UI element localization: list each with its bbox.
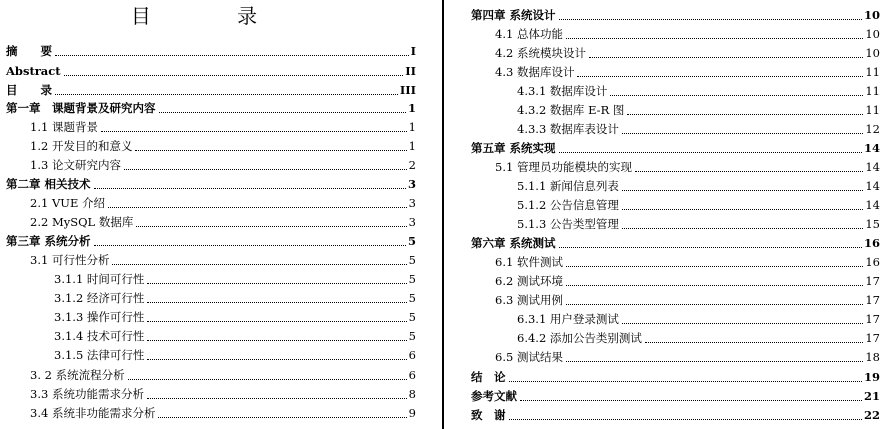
toc-entry-acknowledgements[interactable]	[471, 406, 880, 424]
toc-entry-page: 5	[407, 234, 416, 248]
leader-dots	[147, 282, 406, 284]
leader-dots	[589, 56, 863, 58]
toc-entry-label: 5.1 管理员功能模块的实现	[495, 160, 632, 174]
leader-dots	[577, 75, 863, 77]
leader-dots	[622, 208, 863, 210]
toc-entry-6-1[interactable]	[495, 253, 880, 271]
toc-entry-page: 3	[407, 177, 416, 191]
toc-entry-page: 5	[408, 329, 416, 343]
toc-entry-label: 4.2 系统模块设计	[495, 46, 586, 60]
leader-dots	[55, 54, 409, 56]
toc-entry-6-4-2[interactable]	[517, 329, 880, 347]
toc-entry-label: 1.2 开发目的和意义	[30, 139, 133, 153]
toc-entry-5-1-3[interactable]	[517, 215, 880, 233]
leader-dots	[627, 113, 863, 115]
toc-entry-5-1-1[interactable]	[517, 177, 880, 195]
toc-entry-conclusion[interactable]	[471, 368, 880, 386]
toc-entry-page: III	[399, 83, 416, 97]
toc-entry-label: 第四章 系统设计	[471, 8, 556, 22]
toc-entry-label: 第三章 系统分析	[6, 234, 91, 248]
toc-entry-label: 6.5 测试结果	[495, 350, 563, 364]
toc-entry-page: 10	[865, 46, 880, 60]
toc-entry-label: 2.2 MySQL 数据库	[30, 215, 134, 229]
toc-entry-label: 致 谢	[471, 408, 506, 422]
toc-entry-page: 5	[408, 272, 416, 286]
toc-entry-page: 3	[408, 196, 416, 210]
toc-entry-page: 6	[408, 348, 416, 362]
toc-entry-page: 17	[865, 312, 880, 326]
toc-entry-label: 4.3 数据库设计	[495, 65, 575, 79]
toc-entry-page: 5	[408, 310, 416, 324]
leader-dots	[124, 168, 407, 170]
toc-entry-page: 12	[865, 122, 880, 136]
toc-entry-page: 11	[865, 84, 880, 98]
toc-entry-page: 1	[408, 120, 416, 134]
toc-entry-4-3-3[interactable]	[517, 120, 880, 138]
toc-entry-label: 3.1 可行性分析	[30, 253, 110, 267]
leader-dots	[159, 111, 406, 113]
leader-dots	[622, 227, 863, 229]
toc-entry-1-1[interactable]	[30, 118, 416, 136]
toc-entry-page: 14	[865, 160, 880, 174]
toc-entry-chapter-6[interactable]	[471, 234, 880, 252]
leader-dots	[147, 358, 406, 360]
toc-entry-chapter-5[interactable]	[471, 139, 880, 157]
toc-entry-3-1-2[interactable]	[54, 289, 416, 307]
toc-entry-page: 2	[408, 158, 416, 172]
toc-entry-label: 1.1 课题背景	[30, 120, 98, 134]
toc-entry-page: 10	[865, 27, 880, 41]
toc-entry-page: 11	[865, 65, 880, 79]
toc-entry-3-1-4[interactable]	[54, 327, 416, 345]
toc-entry-label: 摘 要	[6, 44, 52, 58]
leader-dots	[509, 418, 862, 420]
toc-entry-4-3[interactable]	[495, 63, 880, 81]
toc-entry-page: 3	[408, 215, 416, 229]
leader-dots	[635, 170, 863, 172]
leader-dots	[566, 265, 863, 267]
toc-entry-page: 1	[407, 101, 416, 115]
toc-entry-label: 第二章 相关技术	[6, 177, 91, 191]
toc-entry-page: 17	[865, 293, 880, 307]
toc-entry-label: 6.3.1 用户登录测试	[517, 312, 619, 326]
leader-dots	[147, 320, 406, 322]
leader-dots	[610, 94, 863, 96]
toc-entry-3-1-5[interactable]	[54, 346, 416, 364]
leader-dots	[55, 93, 398, 95]
leader-dots	[559, 246, 862, 248]
toc-entry-label: 第六章 系统测试	[471, 236, 556, 250]
leader-dots	[622, 132, 863, 134]
leader-dots	[566, 360, 863, 362]
leader-dots	[622, 189, 863, 191]
leader-dots	[566, 37, 863, 39]
toc-entry-3-1[interactable]	[30, 251, 416, 269]
toc-entry-page: 10	[863, 8, 880, 22]
toc-entry-6-3-1[interactable]	[517, 310, 880, 328]
leader-dots	[94, 244, 406, 246]
toc-entry-label: 3. 2 系统流程分析	[30, 368, 125, 382]
leader-dots	[64, 74, 404, 76]
toc-entry-6-5[interactable]	[495, 348, 880, 366]
toc-entry-label: 2.1 VUE 介绍	[30, 196, 105, 210]
toc-entry-abstract-en[interactable]	[6, 62, 416, 80]
toc-entry-label: 6.2 测试环境	[495, 274, 563, 288]
leader-dots	[645, 341, 863, 343]
toc-entry-page: 17	[865, 274, 880, 288]
toc-entry-label: 5.1.2 公告信息管理	[517, 198, 619, 212]
toc-entry-page: 16	[865, 255, 880, 269]
toc-entry-page: 1	[408, 139, 416, 153]
toc-entry-page: 8	[408, 387, 416, 401]
toc-entry-label: 5.1.3 公告类型管理	[517, 217, 619, 231]
toc-entry-2-1[interactable]	[30, 194, 416, 212]
toc-entry-label: 3.1.1 时间可行性	[54, 272, 145, 286]
toc-entry-page: 14	[863, 141, 880, 155]
toc-entry-3-1-1[interactable]	[54, 270, 416, 288]
leader-dots	[101, 130, 407, 132]
leader-dots	[520, 399, 862, 401]
toc-entry-label: 3.1.3 操作可行性	[54, 310, 145, 324]
toc-entry-page: 5	[408, 291, 416, 305]
toc-entry-3-4[interactable]	[30, 404, 416, 422]
leader-dots	[136, 225, 406, 227]
toc-entry-3-2[interactable]	[30, 366, 416, 384]
toc-entry-page: 14	[865, 198, 880, 212]
toc-entry-5-1-2[interactable]	[517, 196, 880, 214]
toc-entry-label: 3.1.2 经济可行性	[54, 291, 145, 305]
toc-entry-label: 6.4.2 添加公告类别测试	[517, 331, 642, 345]
leader-dots	[559, 18, 862, 20]
toc-entry-page: 15	[865, 217, 880, 231]
leader-dots	[112, 263, 406, 265]
toc-entry-2-2[interactable]	[30, 213, 416, 231]
toc-entry-1-2[interactable]	[30, 137, 416, 155]
toc-entry-label: 目 录	[6, 83, 52, 97]
leader-dots	[622, 322, 863, 324]
toc-entry-chapter-4[interactable]	[471, 6, 880, 24]
toc-entry-3-3[interactable]	[30, 385, 416, 403]
toc-entry-label: 6.3 测试用例	[495, 293, 563, 307]
toc-entry-page: 17	[865, 331, 880, 345]
leader-dots	[158, 416, 406, 418]
toc-entry-label: 5.1.1 新闻信息列表	[517, 179, 619, 193]
toc-entry-references[interactable]	[471, 387, 880, 405]
toc-entry-label: 3.3 系统功能需求分析	[30, 387, 144, 401]
toc-entry-label: 3.1.4 技术可行性	[54, 329, 145, 343]
toc-entry-page: 14	[865, 179, 880, 193]
toc-entry-page: 9	[408, 406, 416, 420]
toc-entry-chapter-1[interactable]	[6, 99, 416, 117]
toc-entry-label: 6.1 软件测试	[495, 255, 563, 269]
toc-entry-5-1[interactable]	[495, 158, 880, 176]
toc-entry-label: 4.3.3 数据库表设计	[517, 122, 619, 136]
leader-dots	[566, 303, 863, 305]
leader-dots	[135, 149, 406, 151]
toc-entry-page: 19	[863, 370, 880, 384]
toc-entry-6-3[interactable]	[495, 291, 880, 309]
leader-dots	[509, 380, 862, 382]
page-divider	[442, 0, 444, 429]
toc-entry-abstract-cn[interactable]	[6, 42, 416, 60]
toc-entry-label: 3.1.5 法律可行性	[54, 348, 145, 362]
leader-dots	[128, 378, 407, 380]
toc-entry-4-2[interactable]	[495, 44, 880, 62]
leader-dots	[147, 339, 406, 341]
toc-entry-label: 第一章 课题背景及研究内容	[6, 101, 156, 115]
toc-entry-chapter-2[interactable]	[6, 175, 416, 193]
toc-entry-label: 参考文献	[471, 389, 517, 403]
toc-entry-page: 22	[863, 408, 880, 422]
toc-entry-page: II	[405, 64, 416, 78]
toc-entry-3-1-3[interactable]	[54, 308, 416, 326]
toc-entry-label: 4.1 总体功能	[495, 27, 563, 41]
toc-entry-4-1[interactable]	[495, 25, 880, 43]
toc-title: 目 录	[130, 4, 298, 28]
toc-entry-chapter-3[interactable]	[6, 232, 416, 250]
toc-entry-label: 4.3.1 数据库设计	[517, 84, 608, 98]
toc-entry-label: 3.4 系统非功能需求分析	[30, 406, 156, 420]
toc-entry-4-3-2[interactable]	[517, 101, 880, 119]
toc-entry-page: 18	[865, 350, 880, 364]
toc-entry-contents[interactable]	[6, 81, 416, 99]
leader-dots	[559, 151, 862, 153]
toc-entry-4-3-1[interactable]	[517, 82, 880, 100]
toc-entry-label: Abstract	[6, 64, 61, 78]
toc-entry-page: 11	[865, 103, 880, 117]
toc-entry-label: 第五章 系统实现	[471, 141, 556, 155]
toc-entry-page: 16	[863, 236, 880, 250]
leader-dots	[108, 206, 407, 208]
toc-entry-label: 1.3 论文研究内容	[30, 158, 121, 172]
toc-entry-label: 4.3.2 数据库 E-R 图	[517, 103, 625, 117]
toc-entry-1-3[interactable]	[30, 156, 416, 174]
toc-entry-page: 6	[408, 368, 416, 382]
leader-dots	[147, 301, 406, 303]
toc-page-left	[0, 0, 428, 429]
toc-entry-label: 结 论	[471, 370, 506, 384]
leader-dots	[94, 187, 406, 189]
leader-dots	[566, 284, 863, 286]
toc-page-right	[465, 0, 888, 429]
toc-entry-page: I	[410, 44, 416, 58]
toc-entry-6-2[interactable]	[495, 272, 880, 290]
toc-entry-page: 21	[863, 389, 880, 403]
toc-entry-page: 5	[408, 253, 416, 267]
leader-dots	[147, 397, 407, 399]
